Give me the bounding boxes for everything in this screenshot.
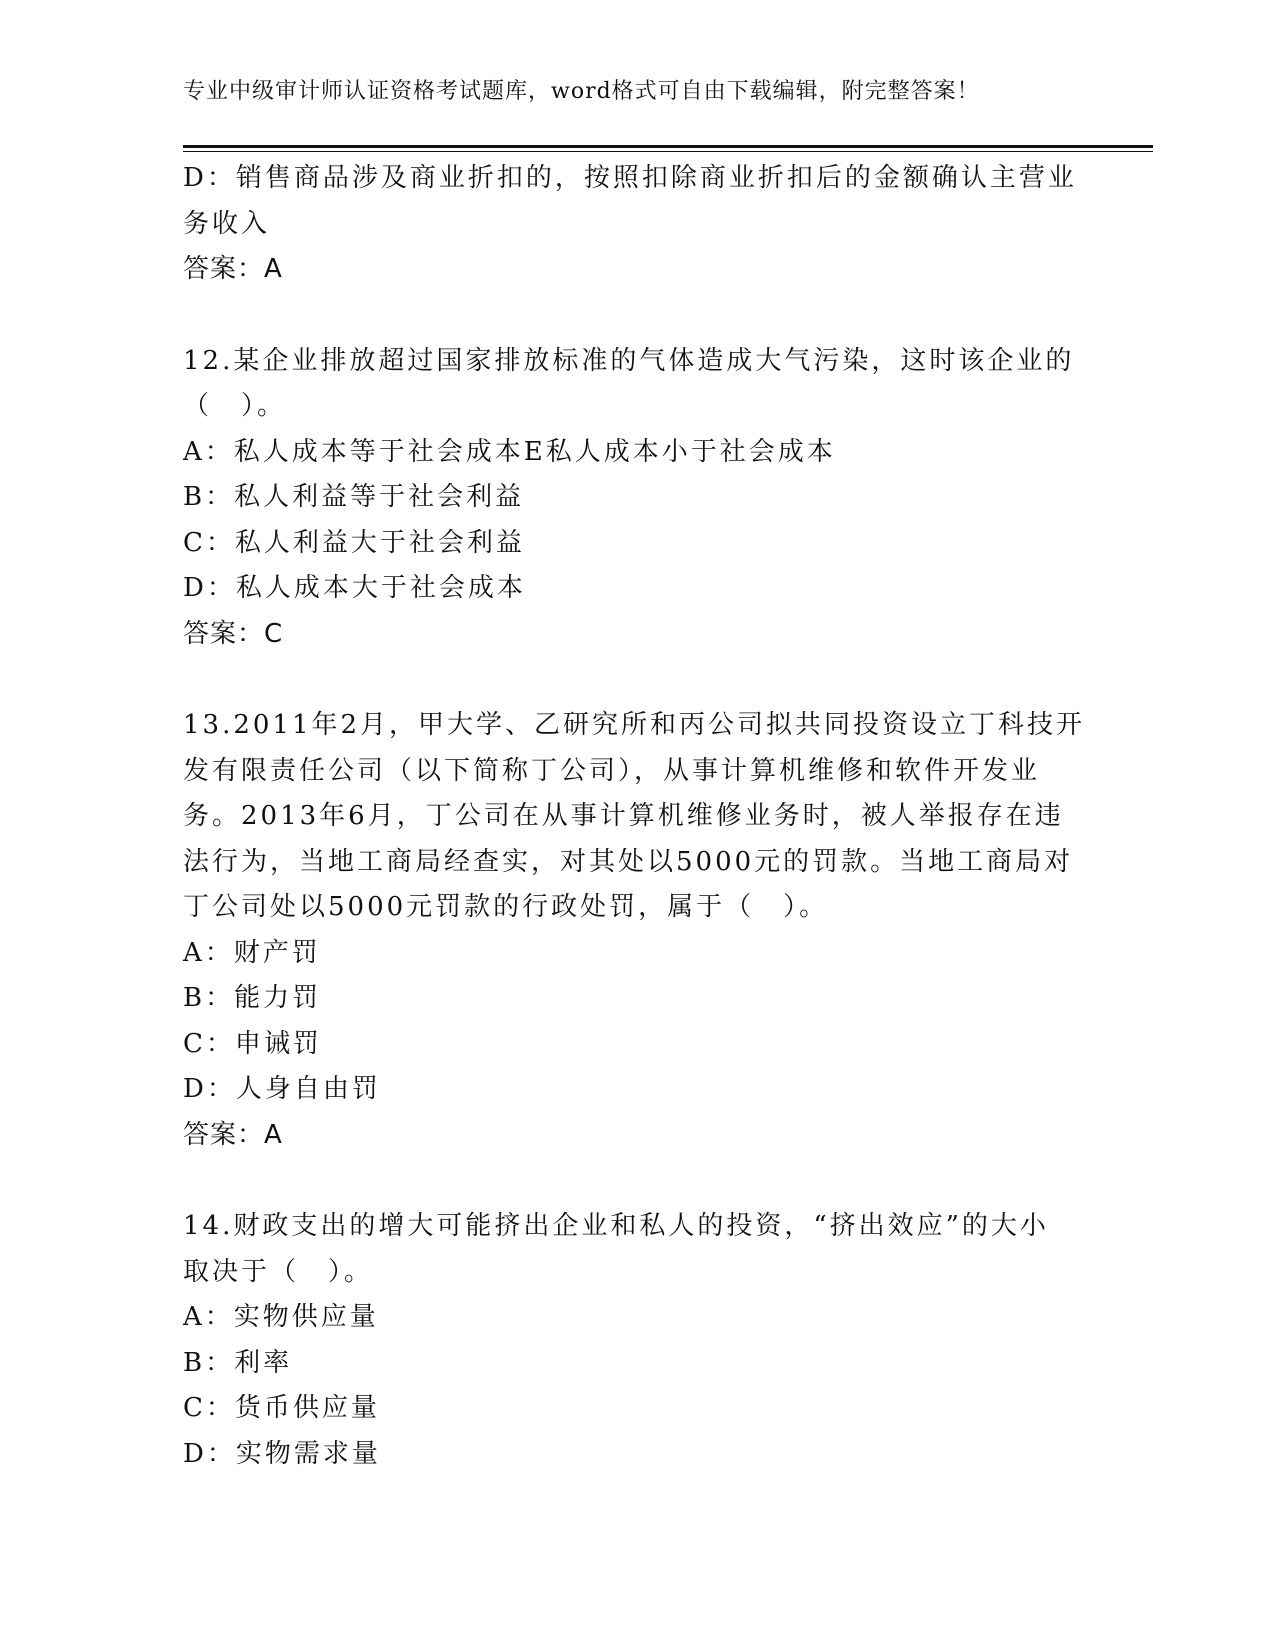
document-body (183, 156, 1086, 1477)
option-b: B：利率 (183, 1347, 293, 1378)
answer-line: 答案：A (183, 254, 283, 284)
question-12 (183, 339, 1083, 658)
question-stem: 14.财政支出的增大可能挤出企业和私人的投资，“挤出效应”的大小 (183, 1211, 1049, 1241)
option-d-text: D：销售商品涉及商业折扣的，按照扣除商业折扣后的金额确认主营业 (183, 163, 1077, 193)
question-stem-continued: 取决于（ ）。 (183, 1256, 374, 1287)
spacer (183, 657, 1083, 703)
page-header: 专业中级审计师认证资格考试题库，word格式可自由下载编辑，附完整答案！ (183, 79, 980, 104)
option-d: D：实物需求量 (183, 1438, 381, 1469)
spacer (183, 1158, 1083, 1204)
question-stem-continued: 法行为，当地工商局经查实，对其处以5000元的罚款。当地工商局对 (183, 846, 1074, 877)
option-d-text-continued: 务收入 (183, 208, 271, 239)
option-a: A：私人成本等于社会成本E私人成本小于社会成本 (183, 436, 836, 467)
header-divider-thick (183, 145, 1153, 148)
header-divider-thin (183, 151, 1153, 152)
question-stem-continued: 务。2013年6月，丁公司在从事计算机维修业务时，被人举报存在违 (183, 801, 1064, 831)
option-a: A：财产罚 (183, 937, 321, 968)
question-stem-continued: 丁公司处以5000元罚款的行政处罚，属于（ ）。 (183, 892, 829, 922)
option-c: C：申诫罚 (183, 1028, 322, 1059)
option-c: C：私人利益大于社会利益 (183, 527, 525, 558)
option-d: D：私人成本大于社会成本 (183, 573, 526, 603)
question-stem-continued: （ ）。 (183, 391, 287, 421)
option-d: D：人身自由罚 (183, 1074, 381, 1104)
answer-line: 答案：A (183, 1119, 283, 1150)
question-stem-continued: 发有限责任公司（以下简称丁公司），从事计算机维修和软件开发业 (183, 755, 1041, 786)
spacer (183, 293, 1083, 339)
question-14 (183, 1204, 1083, 1477)
question-stem: 12.某企业排放超过国家排放标准的气体造成大气污染，这时该企业的 (183, 345, 1075, 376)
question-11-tail (183, 156, 1083, 293)
option-a: A：实物供应量 (183, 1302, 379, 1332)
option-b: B：私人利益等于社会利益 (183, 482, 525, 512)
answer-line: 答案：C (183, 618, 284, 649)
option-c: C：货币供应量 (183, 1393, 380, 1423)
option-b: B：能力罚 (183, 983, 322, 1013)
question-13 (183, 703, 1086, 1158)
question-stem: 13.2011年2月，甲大学、乙研究所和丙公司拟共同投资设立丁科技开 (183, 710, 1086, 740)
